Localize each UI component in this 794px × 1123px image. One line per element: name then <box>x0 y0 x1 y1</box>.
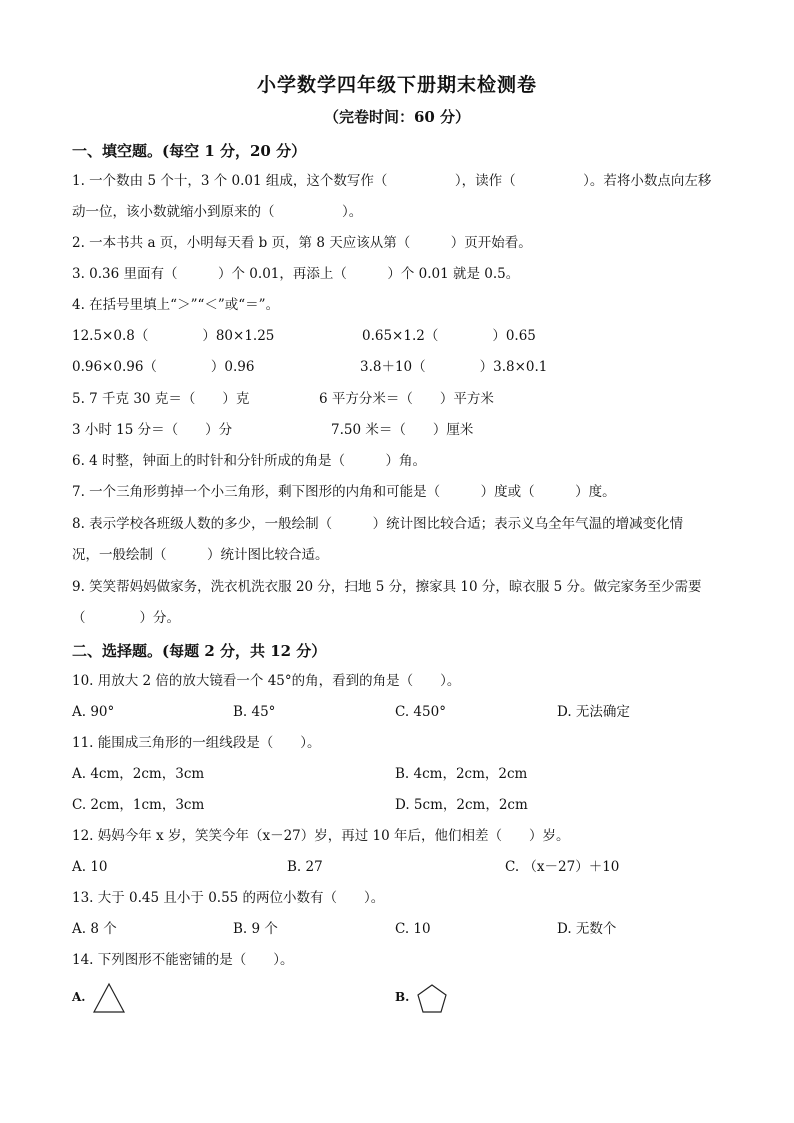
question-13: 13. 大于 0.45 且小于 0.55 的两位小数有（ ）。 <box>72 890 385 906</box>
question-5-item-3: 3 小时 15 分＝（ ）分 <box>72 422 233 438</box>
question-13-option-c: C. 10 <box>395 921 431 937</box>
question-2: 2. 一本书共 a 页，小明每天看 b 页，第 8 天应该从第（ ）页开始看。 <box>72 235 532 251</box>
question-10-option-a: A. 90° <box>72 704 115 720</box>
question-4: 4. 在括号里填上“＞”“＜”或“＝”。 <box>72 297 280 313</box>
question-11-option-c: C. 2cm，1cm，3cm <box>72 797 205 813</box>
question-13-option-a: A. 8 个 <box>72 921 117 937</box>
question-4-item-2: 0.65×1.2（ ）0.65 <box>362 328 536 344</box>
question-4-item-3: 0.96×0.96（ ）0.96 <box>72 359 255 375</box>
question-6: 6. 4 时整，钟面上的时针和分针所成的角是（ ）角。 <box>72 453 427 469</box>
pentagon-icon <box>415 983 449 1015</box>
question-9-line1: 9. 笑笑帮妈妈做家务，洗衣机洗衣服 20 分，扫地 5 分，擦家具 10 分，晾衣服 5 分。做完家务至少需要 <box>72 579 702 595</box>
question-12-option-b: B. 27 <box>287 859 323 875</box>
question-5-item-4: 7.50 米＝（ ）厘米 <box>331 422 474 438</box>
question-5-item-2: 6 平方分米＝（ ）平方米 <box>319 391 494 407</box>
question-9-line2: （ ）分。 <box>72 610 180 626</box>
question-4-item-4: 3.8＋10（ ）3.8×0.1 <box>360 359 548 375</box>
question-14-option-a-label: A. <box>72 990 86 1004</box>
question-8-line2: 况，一般绘制（ ）统计图比较合适。 <box>72 547 329 563</box>
section1-heading: 一、填空题。(每空 1 分，20 分） <box>72 142 307 160</box>
question-11-option-a: A. 4cm，2cm，3cm <box>72 766 205 782</box>
question-1-line2: 动一位，该小数就缩小到原来的（ ）。 <box>72 204 363 220</box>
question-8-line1: 8. 表示学校各班级人数的多少，一般绘制（ ）统计图比较合适；表示义乌全年气温的增减变化情 <box>72 516 684 532</box>
question-13-option-d: D. 无数个 <box>557 921 617 937</box>
question-14: 14. 下列图形不能密铺的是（ ）。 <box>72 952 294 968</box>
question-10: 10. 用放大 2 倍的放大镜看一个 45°的角，看到的角是（ ）。 <box>72 673 461 689</box>
question-12: 12. 妈妈今年 x 岁，笑笑今年（x－27）岁，再过 10 年后，他们相差（ ）岁。 <box>72 828 570 844</box>
exam-title: 小学数学四年级下册期末检测卷 <box>256 74 537 96</box>
question-12-option-a: A. 10 <box>72 859 108 875</box>
question-10-option-d: D. 无法确定 <box>557 704 630 720</box>
question-5-item-1: 5. 7 千克 30 克＝（ ）克 <box>72 391 250 407</box>
question-10-option-c: C. 450° <box>395 704 446 720</box>
section2-heading: 二、选择题。(每题 2 分，共 12 分） <box>72 642 327 660</box>
question-11-option-b: B. 4cm，2cm，2cm <box>395 766 528 782</box>
question-11: 11. 能围成三角形的一组线段是（ ）。 <box>72 735 321 751</box>
exam-subtitle: （完卷时间：60 分） <box>323 108 471 126</box>
triangle-icon <box>92 982 126 1014</box>
question-12-option-c: C. （x－27）＋10 <box>505 859 620 875</box>
question-7: 7. 一个三角形剪掉一个小三角形，剩下图形的内角和可能是（ ）度或（ ）度。 <box>72 484 616 500</box>
question-3: 3. 0.36 里面有（ ）个 0.01，再添上（ ）个 0.01 就是 0.5。 <box>72 266 520 282</box>
question-13-option-b: B. 9 个 <box>233 921 278 937</box>
question-14-option-b-label: B. <box>395 990 410 1004</box>
question-1-line1: 1. 一个数由 5 个十，3 个 0.01 组成，这个数写作（ ），读作（ ）。若将小数点向左移 <box>72 173 712 189</box>
question-11-option-d: D. 5cm，2cm，2cm <box>395 797 528 813</box>
question-4-item-1: 12.5×0.8（ ）80×1.25 <box>72 328 275 344</box>
question-10-option-b: B. 45° <box>233 704 276 720</box>
